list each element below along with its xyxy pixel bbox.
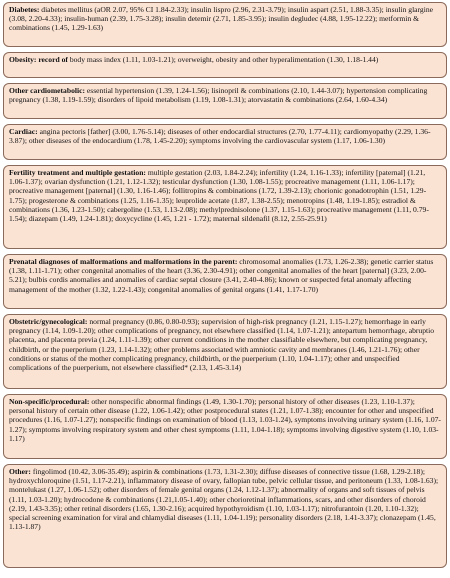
section-heading: Other cardiometabolic: <box>9 86 85 95</box>
section-heading: Fertility treatment and multiple gestation: <box>9 168 146 177</box>
section-heading: Prenatal diagnoses of malformations and malformations in the parent: <box>9 257 238 266</box>
section-heading: Other: <box>9 467 31 476</box>
section-obesity <box>3 52 447 78</box>
section-body: body mass index (1.11, 1.03-1.21); overweight, obesity and other hyperalimentation (1.30, 1.18-1.44) <box>67 55 379 64</box>
section-heading: Cardiac: <box>9 127 38 136</box>
section-obstetric-gynecological <box>3 314 447 389</box>
section-body: chromosomal anomalies (1.73, 1.26-2.38); genetic carrier status (1.38, 1.11-1.71); other congenital anomalies of the heart (3.36, 2.30-4.91); other congenital anomalies of the heart [paternal] (3.23, 2.00-5.21); bulbis cordis anomalies and anomalies of cardiac septal closure (3.41, 2.40-4.86); known or suspected fetal anomaly affecting management of the mother (1.32, 1.22-1.43); congenital anomalies of genital organs (1.41, 1.17-1.70) <box>9 257 434 294</box>
section-other-cardiometabolic <box>3 83 447 119</box>
section-other <box>3 464 447 568</box>
section-body: other nonspecific abnormal findings (1.49, 1.30-1.70); personal history of other diseases (1.23, 1.10-1.37); personal history of certain other disease (1.22, 1.06-1.42); other postprocedural states (1.21, 1.07-1.38); encounter for other and unspecified procedures (1.16, 1.07-1.27); nonspecific findings on examination of blood (1.13, 1.03-1.24), symptoms involving urinary system (1.16, 1.07-1.27); symptoms involving respiratory system and other chest symptoms (1.11, 1.04-1.18); symptoms involving digestive system (1.10, 1.03-1.17) <box>9 397 441 443</box>
section-heading: Non-specific/procedural: <box>9 397 90 406</box>
section-prenatal-malformations <box>3 254 447 309</box>
section-heading: Obstetric/gynecological: <box>9 317 88 326</box>
section-body: essential hypertension (1.39, 1.24-1.56); lisinopril & combinations (2.10, 1.44-3.07); hypertension complicating pregnancy (1.38, 1.19-1.59); disorders of lipoid metabolism (1.19, 1.08-1.31); atorvastatin & combinations (2.64, 1.60-4.34) <box>9 86 428 105</box>
section-diabetes <box>3 2 447 47</box>
section-body: diabetes mellitus (aOR 2.07, 95% CI 1.84-2.33); insulin lispro (2.96, 2.31-3.79); insulin aspart (2.51, 1.88-3.35); insulin glargine (3.08, 2.20-4.33); insulin-human (2.39, 1.75-3.28); insulin detemir (2.71, 1.85-3.95); insulin degludec (4.88, 1.95-12.22); metformin & combinations (1.45, 1.29-1.63) <box>9 5 434 33</box>
section-body: normal pregnancy (0.86, 0.80-0.93); supervision of high-risk pregnancy (1.21, 1.15-1.27); hemorrhage in early pregnancy (1.14, 1.09-1.20); other complications of pregnancy, not elsewhere classified (1.14, 1.07-1.21); antepartum hemorrhage, abruptio placenta, and placenta previa (1.24, 1.11-1.39); other current conditions in the mother classifiable elsewhere, but complicating pregnancy, childbirth, or the puerperium (1.23, 1.14-1.32); other problems associated with amniotic cavity and membranes (1.46, 1.21-1.76); other conditions or status of the mother complicating pregnancy, childbirth, or the puerperium (1.10, 1.04-1.17); other and unspecified complications of the puerperium, not elsewhere classified* (2.13, 1.45-3.14) <box>9 317 435 373</box>
section-heading: Diabetes: <box>9 5 40 14</box>
section-cardiac <box>3 124 447 160</box>
section-body: fingolimod (10.42, 3.06-35.49); aspirin & combinations (1.73, 1.31-2.30); diffuse diseases of connective tissue (1.68, 1.29-2.18); hydroxychloroquine (1.51, 1.17-2.21), inflammatory disease of ovary, fallopian tube, pelvic cellular tissue, and peritoneum (1.33, 1.08-1.63); montelukast (1.27, 1.06-1.52); other disorders of female genital organs (1.24, 1.12-1.37); abnormality of organs and soft tissues of pelvis (1.11, 1.03-1.20); hydrocodone & combinations (1.21,1.05-1.40); other chorioretinal inflammations, scars, and other disorders of choroid (2.19, 1.43-3.35); other retinal disorders (1.65, 1.30-2.16); acquired hypothyroidism (1.10, 1.03-1.17); nitrofurantoin (1.20, 1.10-1.32); special screening examination for viral and chlamydial diseases (1.11, 1.04-1.19); personality disorders (2.18, 1.41-3.37); clonazepam (1.45, 1.13-1.87) <box>9 467 439 532</box>
section-nonspecific-procedural <box>3 394 447 459</box>
section-body: multiple gestation (2.03, 1.84-2.24); infertility (1.24, 1.16-1.33); infertility [paternal] (1.21, 1.06-1.37); ovarian dysfunction (1.21, 1.12-1.32); testicular dysfunction (1.30, 1.08-1.55); procreative management (1.11, 1.06-1.17); procreative management [paternal] (1.30, 1.16-1.46); follitropins & combinations (1.72, 1.39-2.13); chorionic gonadotrophin (1.51, 1.29-1.75); progesterone & combinations (1.25, 1.16-1.35); leuprolide acetate (1.87, 1.38-2.55); menotropins (1.48, 1.19-1.85); estradiol & combinations (1.36, 1.23-1.50); cabergoline (1.53, 1.13-2.08); methylprednisolone (1.37, 1.15-1.63); procreative management (1.11, 0.79-1.54); diazepam (1.49, 1.24-1.81); doxycycline (1.45, 1.21 - 1.72); maternal sildenafil (8.12, 2.55-25.91) <box>9 168 429 224</box>
section-heading: Obesity: record of <box>9 55 68 64</box>
section-body: angina pectoris [father] (3.00, 1.76-5.14); diseases of other endocardial structures (2.70, 1.77-4.11); cardiomyopathy (2.29, 1.36-3.87); other diseases of the endocardium (1.78, 1.45-2.20); symptoms involving the cardiovascular system (1.17, 1.06-1.30) <box>9 127 431 146</box>
section-fertility <box>3 165 447 249</box>
